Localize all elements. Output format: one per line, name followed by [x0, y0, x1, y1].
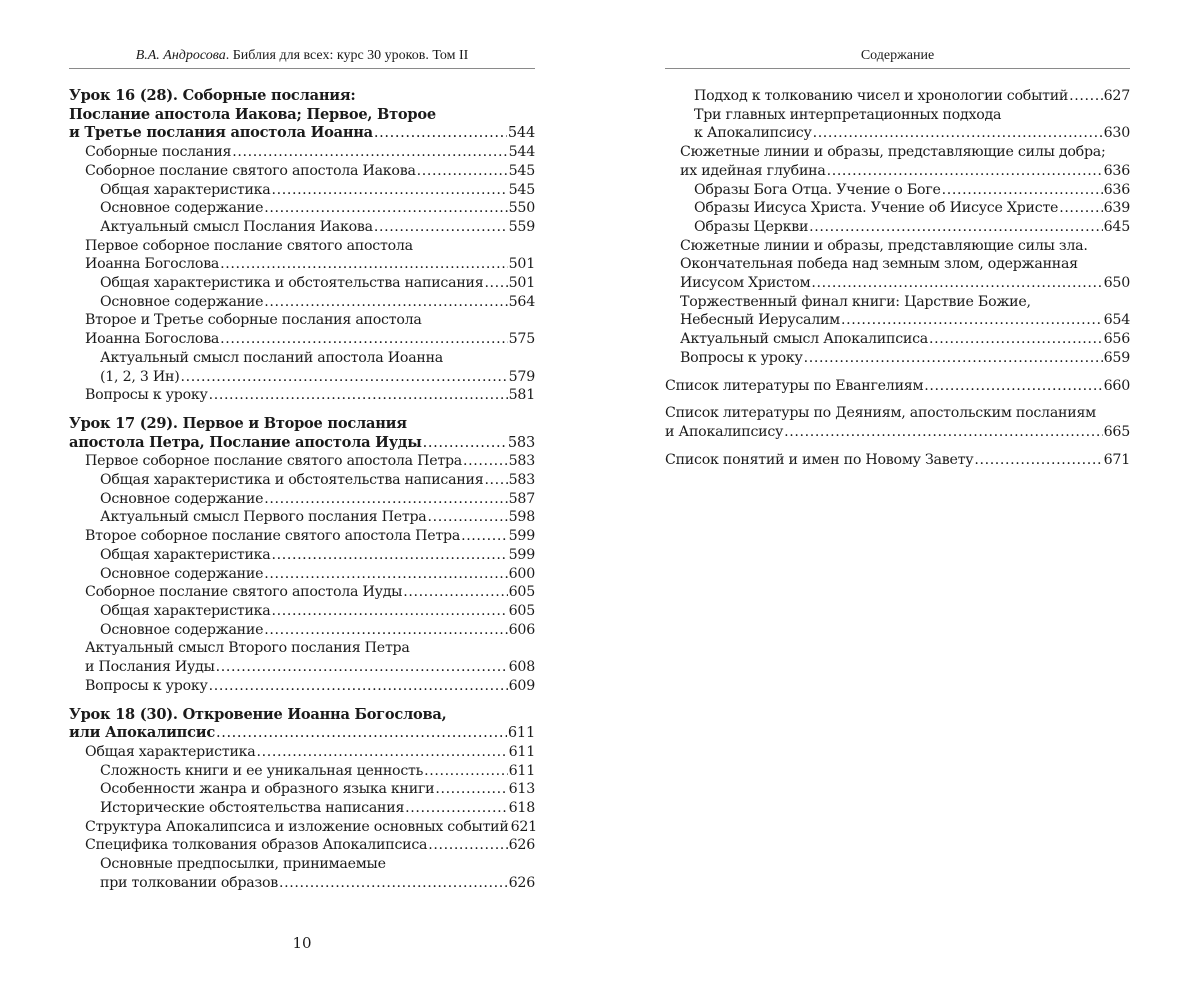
- toc-entry[interactable]: Второе соборное послание святого апостола Петра ..... 599: [69, 527, 535, 546]
- toc-entry[interactable]: Три главных интерпретационных подхода к Апокалипсису ..... 630: [665, 106, 1130, 143]
- toc-entry[interactable]: Образы Церкви ..... 645: [665, 218, 1130, 237]
- toc-entry[interactable]: Сюжетные линии и образы, представляющие силы добра; их идейная глубина ..... 636: [665, 143, 1130, 180]
- toc-appendix-gospels-bibliography[interactable]: Список литературы по Евангелиям ..... 660: [665, 377, 1130, 396]
- toc-entry[interactable]: Вопросы к уроку ..... 659: [665, 349, 1130, 368]
- toc-entry[interactable]: Образы Бога Отца. Учение о Боге ..... 636: [665, 181, 1130, 200]
- toc-entry[interactable]: Актуальный смысл посланий апостола Иоанна (1, 2, 3 Ин) ..... 579: [69, 349, 535, 386]
- toc-lesson-16[interactable]: Урок 16 (28). Соборные послания: Послание апостола Иакова; Первое, Второе и Третье послания апостола Иоанна ..... 544: [69, 87, 535, 143]
- toc-entry[interactable]: Подход к толкованию чисел и хронологии событий ..... 627: [665, 87, 1130, 106]
- toc-entry[interactable]: Вопросы к уроку ..... 609: [69, 677, 535, 696]
- section-gap: [665, 442, 1130, 451]
- toc-entry[interactable]: Общая характеристика ..... 611: [69, 743, 535, 762]
- toc-entry[interactable]: Соборное послание святого апостола Иакова ..... 545: [69, 162, 535, 181]
- toc-entry[interactable]: Соборные послания ..... 544: [69, 143, 535, 162]
- toc-left: [69, 87, 535, 893]
- running-head-right: Содержание: [860, 48, 935, 63]
- running-head-left: [69, 47, 535, 65]
- toc-appendix-acts-bibliography[interactable]: Список литературы по Деяниям, апостольским посланиям и Апокалипсису ..... 665: [665, 404, 1130, 441]
- toc-lesson-18[interactable]: Урок 18 (30). Откровение Иоанна Богослова, или Апокалипсис ..... 611: [69, 706, 535, 743]
- toc-entry[interactable]: Актуальный смысл Послания Иакова ..... 559: [69, 218, 535, 237]
- leader-dots: [374, 124, 507, 143]
- section-gap: [665, 395, 1130, 404]
- toc-entry[interactable]: Торжественный финал книги: Царствие Божие, Небесный Иерусалим ..... 654: [665, 293, 1130, 330]
- page-number: 10: [292, 934, 312, 952]
- author-name: В.А. Андросова: [135, 48, 226, 63]
- toc-entry[interactable]: Первое соборное послание святого апостола Петра ..... 583: [69, 452, 535, 471]
- toc-entry[interactable]: Основное содержание ..... 550: [69, 199, 535, 218]
- toc-entry[interactable]: Исторические обстоятельства написания ..... 618: [69, 799, 535, 818]
- toc-entry[interactable]: Общая характеристика ..... 545: [69, 181, 535, 200]
- toc-entry[interactable]: Актуальный смысл Второго послания Петра и Послания Иуды ..... 608: [69, 639, 535, 676]
- toc-entry[interactable]: Актуальный смысл Апокалипсиса ..... 656: [665, 330, 1130, 349]
- toc-entry[interactable]: Структура Апокалипсиса и изложение основных событий 621: [85, 818, 537, 835]
- toc-entry[interactable]: Основные предпосылки, принимаемые при толковании образов ..... 626: [69, 855, 535, 892]
- toc-entry[interactable]: Основное содержание ..... 606: [69, 621, 535, 640]
- toc-entry[interactable]: Особенности жанра и образного языка книги ..... 613: [69, 780, 535, 799]
- toc-entry[interactable]: Основное содержание ..... 564: [69, 293, 535, 312]
- section-gap: [69, 696, 535, 706]
- toc-entry[interactable]: Общая характеристика ..... 599: [69, 546, 535, 565]
- toc-entry[interactable]: Сюжетные линии и образы, представляющие силы зла. Окончательная победа над земным злом, одержанная Иисусом Христом ..... 650: [665, 237, 1130, 293]
- section-gap: [665, 368, 1130, 377]
- header-rule: [665, 68, 1130, 69]
- toc-entry[interactable]: Основное содержание ..... 600: [69, 565, 535, 584]
- page-ref: 544: [507, 124, 535, 142]
- book-title: . Библия для всех: курс 30 уроков. Том II: [225, 48, 469, 63]
- toc-entry[interactable]: Первое соборное послание святого апостола Иоанна Богослова ..... 501: [69, 237, 535, 274]
- toc-entry[interactable]: Специфика толкования образов Апокалипсиса ..... 626: [69, 836, 535, 855]
- toc-entry[interactable]: Актуальный смысл Первого послания Петра ..... 598: [69, 508, 535, 527]
- header-rule: [69, 68, 535, 69]
- toc-entry[interactable]: Второе и Третье соборные послания апостола Иоанна Богослова ..... 575: [69, 311, 535, 348]
- toc-entry[interactable]: Вопросы к уроку ..... 581: [69, 386, 535, 405]
- section-gap: [69, 405, 535, 415]
- toc-entry[interactable]: Соборное послание святого апостола Иуды ..... 605: [69, 583, 535, 602]
- toc-entry[interactable]: Образы Иисуса Христа. Учение об Иисусе Христе ..... 639: [665, 199, 1130, 218]
- toc-appendix-index[interactable]: Список понятий и имен по Новому Завету ..... 671: [665, 451, 1130, 470]
- toc-entry[interactable]: Общая характеристика и обстоятельства написания ..... 501: [69, 274, 535, 293]
- toc-entry[interactable]: Основное содержание ..... 587: [69, 490, 535, 509]
- toc-entry[interactable]: Общая характеристика и обстоятельства написания ..... 583: [69, 471, 535, 490]
- toc-right: [665, 87, 1130, 469]
- toc-lesson-17[interactable]: Урок 17 (29). Первое и Второе послания апостола Петра, Послание апостола Иуды ..... 583: [69, 415, 535, 452]
- toc-entry[interactable]: Общая характеристика ..... 605: [69, 602, 535, 621]
- toc-entry[interactable]: Сложность книги и ее уникальная ценность ..... 611: [69, 762, 535, 781]
